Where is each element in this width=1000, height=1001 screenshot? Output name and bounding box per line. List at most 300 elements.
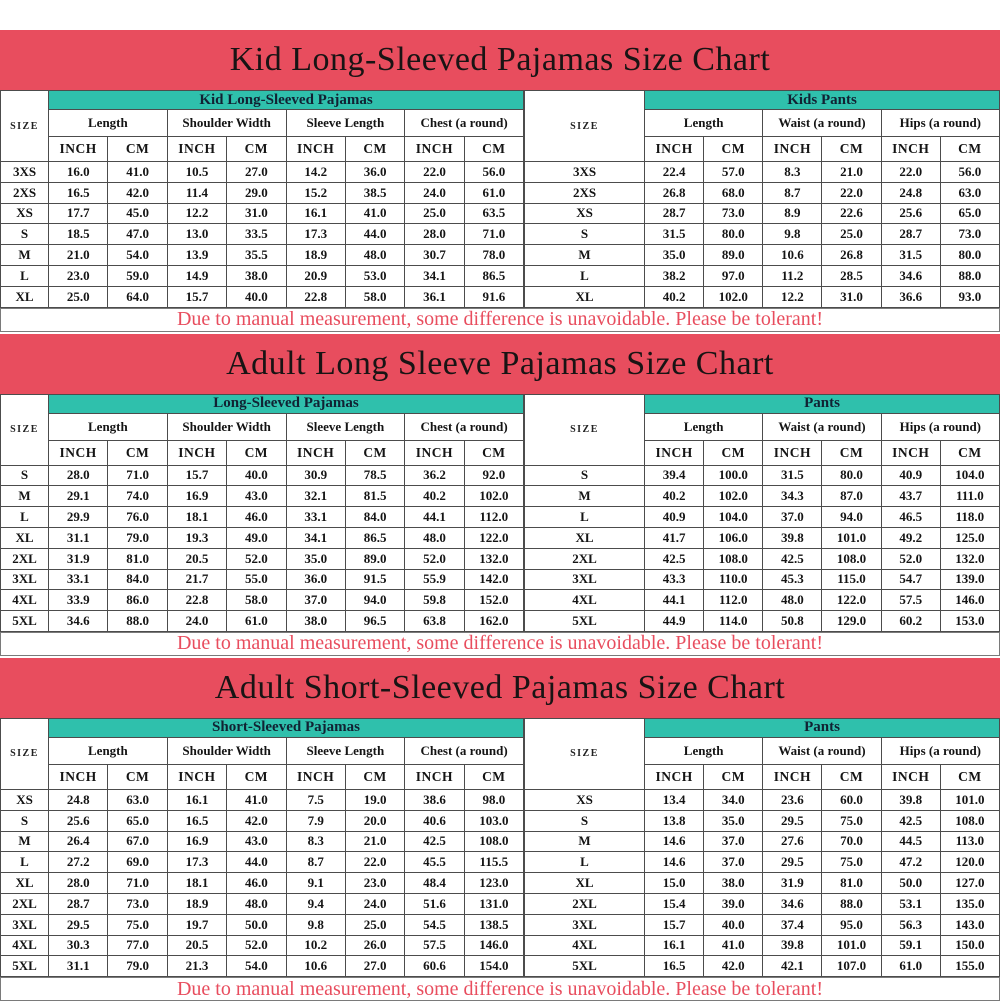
unit-header-inch: INCH (763, 440, 822, 465)
data-cell: 81.5 (345, 486, 404, 507)
data-cell: 100.0 (704, 465, 763, 486)
data-cell: 114.0 (704, 611, 763, 632)
data-cell: 36.2 (405, 465, 464, 486)
data-cell: 43.0 (227, 831, 286, 852)
data-cell: 53.1 (881, 893, 940, 914)
data-cell: 27.2 (49, 852, 108, 873)
data-cell: 21.0 (49, 245, 108, 266)
data-cell: 28.0 (49, 465, 108, 486)
data-cell: 57.0 (704, 162, 763, 183)
size-column-header: SIZE (525, 91, 645, 162)
size-cell: 2XL (525, 548, 645, 569)
table-row (525, 935, 1000, 956)
size-cell: XL (1, 873, 49, 894)
unit-header-inch: INCH (167, 137, 226, 162)
data-cell: 108.0 (464, 831, 523, 852)
data-cell: 20.9 (286, 265, 345, 286)
data-cell: 45.3 (763, 569, 822, 590)
data-cell: 33.1 (286, 507, 345, 528)
data-cell: 44.1 (645, 590, 704, 611)
unit-header-cm: CM (345, 137, 404, 162)
table-row (1, 182, 524, 203)
data-cell: 48.0 (227, 893, 286, 914)
column-group-header: Hips (a round) (881, 413, 999, 440)
data-cell: 28.0 (405, 224, 464, 245)
data-cell: 14.2 (286, 162, 345, 183)
data-cell: 91.6 (464, 286, 523, 307)
data-cell: 16.5 (167, 810, 226, 831)
table-row (525, 265, 1000, 286)
data-cell: 38.5 (345, 182, 404, 203)
size-cell: S (525, 810, 645, 831)
data-cell: 34.1 (286, 527, 345, 548)
data-cell: 21.7 (167, 569, 226, 590)
data-cell: 42.1 (763, 956, 822, 977)
unit-header-inch: INCH (49, 137, 108, 162)
data-cell: 98.0 (464, 789, 523, 810)
data-cell: 27.6 (763, 831, 822, 852)
data-cell: 22.0 (822, 182, 881, 203)
data-cell: 113.0 (940, 831, 999, 852)
data-cell: 115.0 (822, 569, 881, 590)
data-cell: 20.5 (167, 548, 226, 569)
unit-header-cm: CM (822, 440, 881, 465)
data-cell: 34.1 (405, 265, 464, 286)
data-cell: 84.0 (345, 507, 404, 528)
data-cell: 16.1 (286, 203, 345, 224)
table-row (525, 810, 1000, 831)
data-cell: 15.2 (286, 182, 345, 203)
data-cell: 104.0 (704, 507, 763, 528)
data-cell: 24.8 (881, 182, 940, 203)
size-cell: M (1, 245, 49, 266)
data-cell: 40.0 (227, 465, 286, 486)
data-cell: 75.0 (822, 852, 881, 873)
data-cell: 101.0 (940, 789, 999, 810)
data-cell: 154.0 (464, 956, 523, 977)
data-cell: 70.0 (822, 831, 881, 852)
data-cell: 10.6 (763, 245, 822, 266)
table-row (525, 245, 1000, 266)
data-cell: 89.0 (345, 548, 404, 569)
unit-header-cm: CM (940, 440, 999, 465)
data-cell: 78.5 (345, 465, 404, 486)
size-cell: XL (1, 286, 49, 307)
data-cell: 63.5 (464, 203, 523, 224)
data-cell: 29.5 (49, 914, 108, 935)
data-cell: 38.6 (405, 789, 464, 810)
column-group-header: Waist (a round) (763, 110, 881, 137)
data-cell: 36.0 (345, 162, 404, 183)
data-cell: 54.5 (405, 914, 464, 935)
data-cell: 13.4 (645, 789, 704, 810)
data-cell: 108.0 (940, 810, 999, 831)
data-cell: 40.2 (645, 486, 704, 507)
data-cell: 40.0 (227, 286, 286, 307)
data-cell: 46.5 (881, 507, 940, 528)
unit-header-inch: INCH (405, 764, 464, 789)
data-cell: 30.3 (49, 935, 108, 956)
data-cell: 16.1 (645, 935, 704, 956)
data-cell: 30.7 (405, 245, 464, 266)
data-cell: 60.2 (881, 611, 940, 632)
data-cell: 48.4 (405, 873, 464, 894)
size-cell: 3XL (1, 569, 49, 590)
data-cell: 28.7 (49, 893, 108, 914)
data-cell: 21.0 (822, 162, 881, 183)
data-cell: 41.0 (227, 789, 286, 810)
data-cell: 47.0 (108, 224, 167, 245)
data-cell: 17.3 (286, 224, 345, 245)
data-cell: 31.1 (49, 527, 108, 548)
table-row (1, 935, 524, 956)
unit-header-inch: INCH (763, 764, 822, 789)
data-cell: 24.8 (49, 789, 108, 810)
section-title: Adult Long Sleeve Pajamas Size Chart (0, 334, 1000, 394)
data-cell: 31.0 (227, 203, 286, 224)
data-cell: 44.0 (345, 224, 404, 245)
data-cell: 123.0 (464, 873, 523, 894)
data-cell: 22.8 (286, 286, 345, 307)
data-cell: 48.0 (405, 527, 464, 548)
table-row (1, 465, 524, 486)
data-cell: 11.2 (763, 265, 822, 286)
size-cell: 2XL (1, 893, 49, 914)
unit-header-cm: CM (464, 764, 523, 789)
data-cell: 29.0 (227, 182, 286, 203)
data-cell: 39.8 (763, 527, 822, 548)
data-cell: 94.0 (345, 590, 404, 611)
size-cell: 4XL (1, 935, 49, 956)
data-cell: 61.0 (464, 182, 523, 203)
column-group-header: Length (49, 737, 168, 764)
data-cell: 88.0 (940, 265, 999, 286)
column-group-header: Shoulder Width (167, 737, 286, 764)
data-cell: 22.0 (881, 162, 940, 183)
size-cell: 5XL (525, 611, 645, 632)
table-row (525, 548, 1000, 569)
data-cell: 40.9 (881, 465, 940, 486)
data-cell: 25.6 (49, 810, 108, 831)
unit-header-inch: INCH (881, 137, 940, 162)
data-cell: 127.0 (940, 873, 999, 894)
data-cell: 104.0 (940, 465, 999, 486)
column-group-header: Waist (a round) (763, 737, 881, 764)
unit-header-inch: INCH (881, 764, 940, 789)
tables-row (0, 90, 1000, 308)
data-cell: 94.0 (822, 507, 881, 528)
unit-header-inch: INCH (645, 137, 704, 162)
unit-header-cm: CM (464, 137, 523, 162)
data-cell: 77.0 (108, 935, 167, 956)
data-cell: 80.0 (822, 465, 881, 486)
data-cell: 52.0 (227, 548, 286, 569)
data-cell: 142.0 (464, 569, 523, 590)
unit-header-inch: INCH (645, 764, 704, 789)
data-cell: 73.0 (108, 893, 167, 914)
data-cell: 139.0 (940, 569, 999, 590)
data-cell: 41.7 (645, 527, 704, 548)
unit-header-inch: INCH (881, 440, 940, 465)
data-cell: 23.0 (345, 873, 404, 894)
data-cell: 153.0 (940, 611, 999, 632)
table-row (1, 548, 524, 569)
data-cell: 57.5 (881, 590, 940, 611)
data-cell: 38.0 (286, 611, 345, 632)
data-cell: 37.0 (763, 507, 822, 528)
data-cell: 37.4 (763, 914, 822, 935)
data-cell: 91.5 (345, 569, 404, 590)
data-cell: 27.0 (345, 956, 404, 977)
data-cell: 18.9 (286, 245, 345, 266)
data-cell: 47.2 (881, 852, 940, 873)
data-cell: 26.8 (645, 182, 704, 203)
data-cell: 42.5 (881, 810, 940, 831)
data-cell: 24.0 (345, 893, 404, 914)
data-cell: 40.9 (645, 507, 704, 528)
size-cell: M (525, 245, 645, 266)
unit-header-inch: INCH (286, 440, 345, 465)
data-cell: 10.6 (286, 956, 345, 977)
data-cell: 46.0 (227, 507, 286, 528)
table-row (1, 956, 524, 977)
data-cell: 71.0 (108, 873, 167, 894)
data-cell: 88.0 (822, 893, 881, 914)
size-cell: M (1, 486, 49, 507)
size-cell: 4XL (525, 590, 645, 611)
data-cell: 150.0 (940, 935, 999, 956)
data-cell: 88.0 (108, 611, 167, 632)
data-cell: 10.2 (286, 935, 345, 956)
table-row (525, 893, 1000, 914)
data-cell: 44.0 (227, 852, 286, 873)
size-cell: 2XS (525, 182, 645, 203)
data-cell: 143.0 (940, 914, 999, 935)
data-cell: 31.9 (49, 548, 108, 569)
unit-header-cm: CM (227, 440, 286, 465)
table-row (525, 852, 1000, 873)
data-cell: 132.0 (464, 548, 523, 569)
column-group-header: Hips (a round) (881, 737, 999, 764)
size-cell: L (525, 507, 645, 528)
data-cell: 138.5 (464, 914, 523, 935)
unit-header-cm: CM (108, 137, 167, 162)
size-column-header: SIZE (1, 718, 49, 789)
kid-long-sleeved-section (0, 30, 1000, 332)
table-row (1, 590, 524, 611)
column-group-header: Chest (a round) (405, 110, 524, 137)
unit-header-cm: CM (345, 764, 404, 789)
data-cell: 28.7 (881, 224, 940, 245)
unit-header-inch: INCH (405, 137, 464, 162)
unit-header-cm: CM (704, 764, 763, 789)
table-row (1, 810, 524, 831)
data-cell: 55.0 (227, 569, 286, 590)
data-cell: 13.8 (645, 810, 704, 831)
data-cell: 31.0 (822, 286, 881, 307)
size-cell: 5XL (525, 956, 645, 977)
size-cell: S (1, 465, 49, 486)
data-cell: 39.8 (881, 789, 940, 810)
data-cell: 81.0 (108, 548, 167, 569)
data-cell: 43.0 (227, 486, 286, 507)
data-cell: 38.0 (227, 265, 286, 286)
data-cell: 15.0 (645, 873, 704, 894)
size-cell: M (1, 831, 49, 852)
data-cell: 31.5 (881, 245, 940, 266)
data-cell: 39.8 (763, 935, 822, 956)
unit-header-inch: INCH (286, 764, 345, 789)
column-group-header: Shoulder Width (167, 110, 286, 137)
data-cell: 22.6 (822, 203, 881, 224)
data-cell: 22.0 (345, 852, 404, 873)
data-cell: 111.0 (940, 486, 999, 507)
data-cell: 45.0 (108, 203, 167, 224)
data-cell: 15.4 (645, 893, 704, 914)
data-cell: 31.5 (763, 465, 822, 486)
table-subtitle: Kids Pants (645, 91, 1000, 110)
data-cell: 17.3 (167, 852, 226, 873)
table-row (525, 611, 1000, 632)
data-cell: 18.5 (49, 224, 108, 245)
data-cell: 15.7 (645, 914, 704, 935)
data-cell: 74.0 (108, 486, 167, 507)
data-cell: 19.3 (167, 527, 226, 548)
data-cell: 28.5 (822, 265, 881, 286)
data-cell: 67.0 (108, 831, 167, 852)
data-cell: 37.0 (286, 590, 345, 611)
data-cell: 20.0 (345, 810, 404, 831)
data-cell: 24.0 (405, 182, 464, 203)
column-group-header: Sleeve Length (286, 110, 405, 137)
size-cell: XL (1, 527, 49, 548)
data-cell: 61.0 (881, 956, 940, 977)
data-cell: 8.3 (286, 831, 345, 852)
column-group-header: Waist (a round) (763, 413, 881, 440)
data-cell: 10.5 (167, 162, 226, 183)
table-row (525, 203, 1000, 224)
data-cell: 110.0 (704, 569, 763, 590)
section-title: Kid Long-Sleeved Pajamas Size Chart (0, 30, 1000, 90)
data-cell: 9.8 (286, 914, 345, 935)
data-cell: 13.9 (167, 245, 226, 266)
data-cell: 97.0 (704, 265, 763, 286)
data-cell: 102.0 (464, 486, 523, 507)
data-cell: 152.0 (464, 590, 523, 611)
data-cell: 7.9 (286, 810, 345, 831)
data-cell: 42.5 (405, 831, 464, 852)
data-cell: 11.4 (167, 182, 226, 203)
disclaimer-text: Due to manual measurement, some difference is unavoidable. Please be tolerant! (0, 308, 1000, 332)
data-cell: 26.0 (345, 935, 404, 956)
pants-table (524, 718, 1000, 977)
table-subtitle: Kid Long-Sleeved Pajamas (49, 91, 524, 110)
table-row (525, 162, 1000, 183)
data-cell: 35.0 (286, 548, 345, 569)
data-cell: 44.1 (405, 507, 464, 528)
data-cell: 28.7 (645, 203, 704, 224)
size-cell: XL (525, 527, 645, 548)
data-cell: 86.5 (464, 265, 523, 286)
table-row (1, 831, 524, 852)
tables-row (0, 394, 1000, 632)
data-cell: 41.0 (704, 935, 763, 956)
data-cell: 32.1 (286, 486, 345, 507)
size-cell: XS (1, 203, 49, 224)
column-group-header: Chest (a round) (405, 413, 524, 440)
size-cell: 3XS (525, 162, 645, 183)
size-cell: S (1, 224, 49, 245)
column-group-header: Sleeve Length (286, 737, 405, 764)
data-cell: 135.0 (940, 893, 999, 914)
data-cell: 76.0 (108, 507, 167, 528)
data-cell: 58.0 (227, 590, 286, 611)
data-cell: 21.0 (345, 831, 404, 852)
data-cell: 48.0 (345, 245, 404, 266)
table-row (1, 245, 524, 266)
data-cell: 18.1 (167, 507, 226, 528)
data-cell: 9.1 (286, 873, 345, 894)
data-cell: 41.0 (108, 162, 167, 183)
data-cell: 33.9 (49, 590, 108, 611)
data-cell: 52.0 (227, 935, 286, 956)
adult-short-sleeved-section (0, 658, 1000, 1001)
data-cell: 108.0 (822, 548, 881, 569)
table-row (1, 203, 524, 224)
data-cell: 129.0 (822, 611, 881, 632)
column-group-header: Hips (a round) (881, 110, 999, 137)
data-cell: 59.1 (881, 935, 940, 956)
unit-header-cm: CM (822, 764, 881, 789)
data-cell: 59.8 (405, 590, 464, 611)
unit-header-inch: INCH (49, 440, 108, 465)
data-cell: 131.0 (464, 893, 523, 914)
data-cell: 57.5 (405, 935, 464, 956)
size-cell: L (1, 265, 49, 286)
data-cell: 14.6 (645, 831, 704, 852)
table-row (525, 527, 1000, 548)
table-row (1, 611, 524, 632)
table-subtitle: Long-Sleeved Pajamas (49, 394, 524, 413)
data-cell: 15.7 (167, 465, 226, 486)
data-cell: 14.6 (645, 852, 704, 873)
data-cell: 84.0 (108, 569, 167, 590)
pants-table (524, 90, 1000, 308)
table-row (525, 286, 1000, 307)
data-cell: 79.0 (108, 527, 167, 548)
data-cell: 80.0 (940, 245, 999, 266)
unit-header-inch: INCH (49, 764, 108, 789)
data-cell: 44.5 (881, 831, 940, 852)
table-row (525, 873, 1000, 894)
table-row (525, 956, 1000, 977)
data-cell: 50.8 (763, 611, 822, 632)
table-row (1, 569, 524, 590)
size-cell: L (1, 852, 49, 873)
data-cell: 55.9 (405, 569, 464, 590)
data-cell: 73.0 (940, 224, 999, 245)
data-cell: 18.9 (167, 893, 226, 914)
size-cell: 4XL (1, 590, 49, 611)
data-cell: 56.0 (940, 162, 999, 183)
adult-long-sleeve-section (0, 334, 1000, 656)
size-cell: 5XL (1, 611, 49, 632)
data-cell: 22.8 (167, 590, 226, 611)
data-cell: 54.0 (108, 245, 167, 266)
data-cell: 101.0 (822, 527, 881, 548)
table-row (1, 527, 524, 548)
table-subtitle: Short-Sleeved Pajamas (49, 718, 524, 737)
